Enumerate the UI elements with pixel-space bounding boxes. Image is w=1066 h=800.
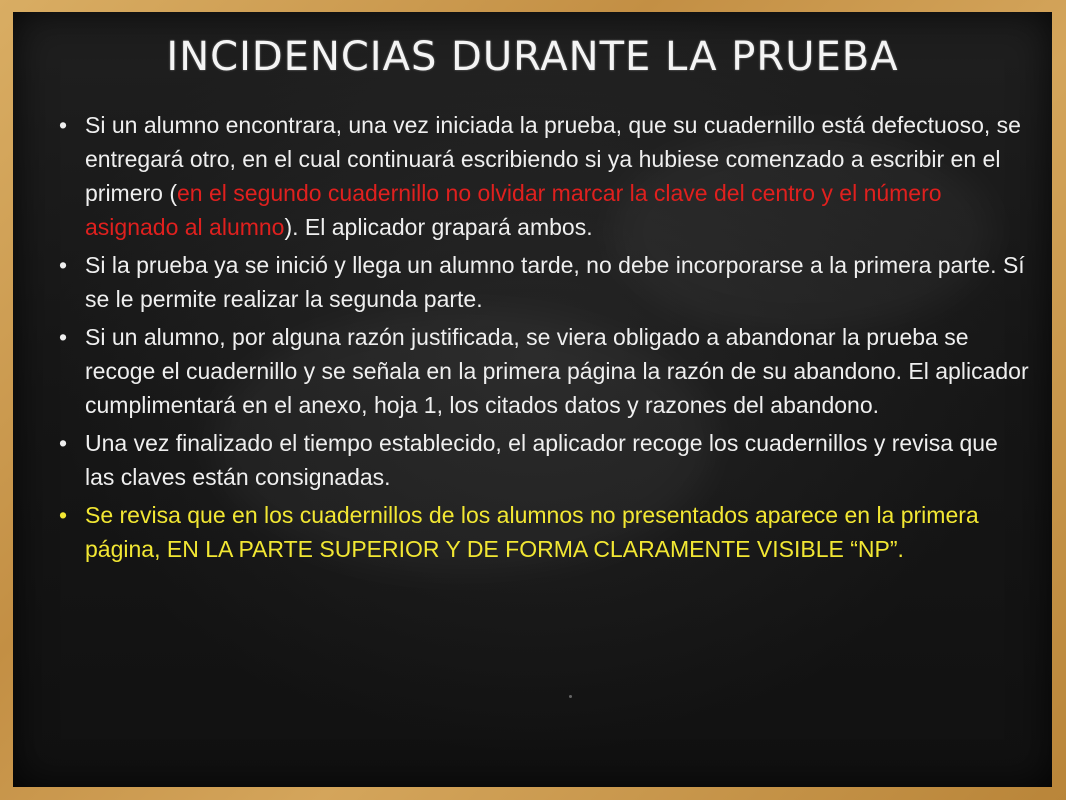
bullet-icon: • [59, 502, 68, 528]
bullet-item [51, 426, 1031, 494]
chalk-speck [569, 695, 572, 698]
bullet-icon: • [59, 324, 68, 350]
bullet-list [51, 108, 1031, 570]
chalkboard [13, 12, 1052, 787]
bullet-text: Si la prueba ya se inició y llega un alumno tarde, no debe incorporarse a la primera parte. Sí se le permite realizar la segunda parte. [85, 252, 1025, 312]
bullet-text: Una vez finalizado el tiempo establecido, el aplicador recoge los cuadernillos y revisa que las claves están consignadas. [85, 430, 998, 490]
bullet-text: ). El aplicador grapará ambos. [284, 214, 593, 240]
bullet-item [51, 248, 1031, 316]
bullet-icon: • [59, 112, 68, 138]
bullet-text: Si un alumno encontrara, una vez iniciada la prueba, que su cuadernillo está defectuoso, se entregará otro, en el cual continuará escribiendo si ya hubiese comenzado a escribir en el primero ( [85, 112, 1021, 206]
bullet-text-highlight-yellow: Se revisa que en los cuadernillos de los alumnos no presentados aparece en la primera página, EN LA PARTE SUPERIOR Y DE FORMA CLARAMENTE VISIBLE “NP”. [85, 502, 979, 562]
bullet-item [51, 320, 1031, 422]
bullet-text: Si un alumno, por alguna razón justificada, se viera obligado a abandonar la prueba se recoge el cuadernillo y se señala en la primera página la razón de su abandono. El aplicador cumplimentará en el anexo, hoja 1, los citados datos y razones del abandono. [85, 324, 1029, 418]
bullet-item [51, 108, 1031, 244]
bullet-icon: • [59, 252, 68, 278]
bullet-item [51, 498, 1031, 566]
bullet-icon: • [59, 430, 68, 456]
bullet-text-highlight-red: en el segundo cuadernillo no olvidar marcar la clave del centro y el número asignado al alumno [85, 180, 942, 240]
slide-title: INCIDENCIAS DURANTE LA PRUEBA [166, 34, 899, 80]
